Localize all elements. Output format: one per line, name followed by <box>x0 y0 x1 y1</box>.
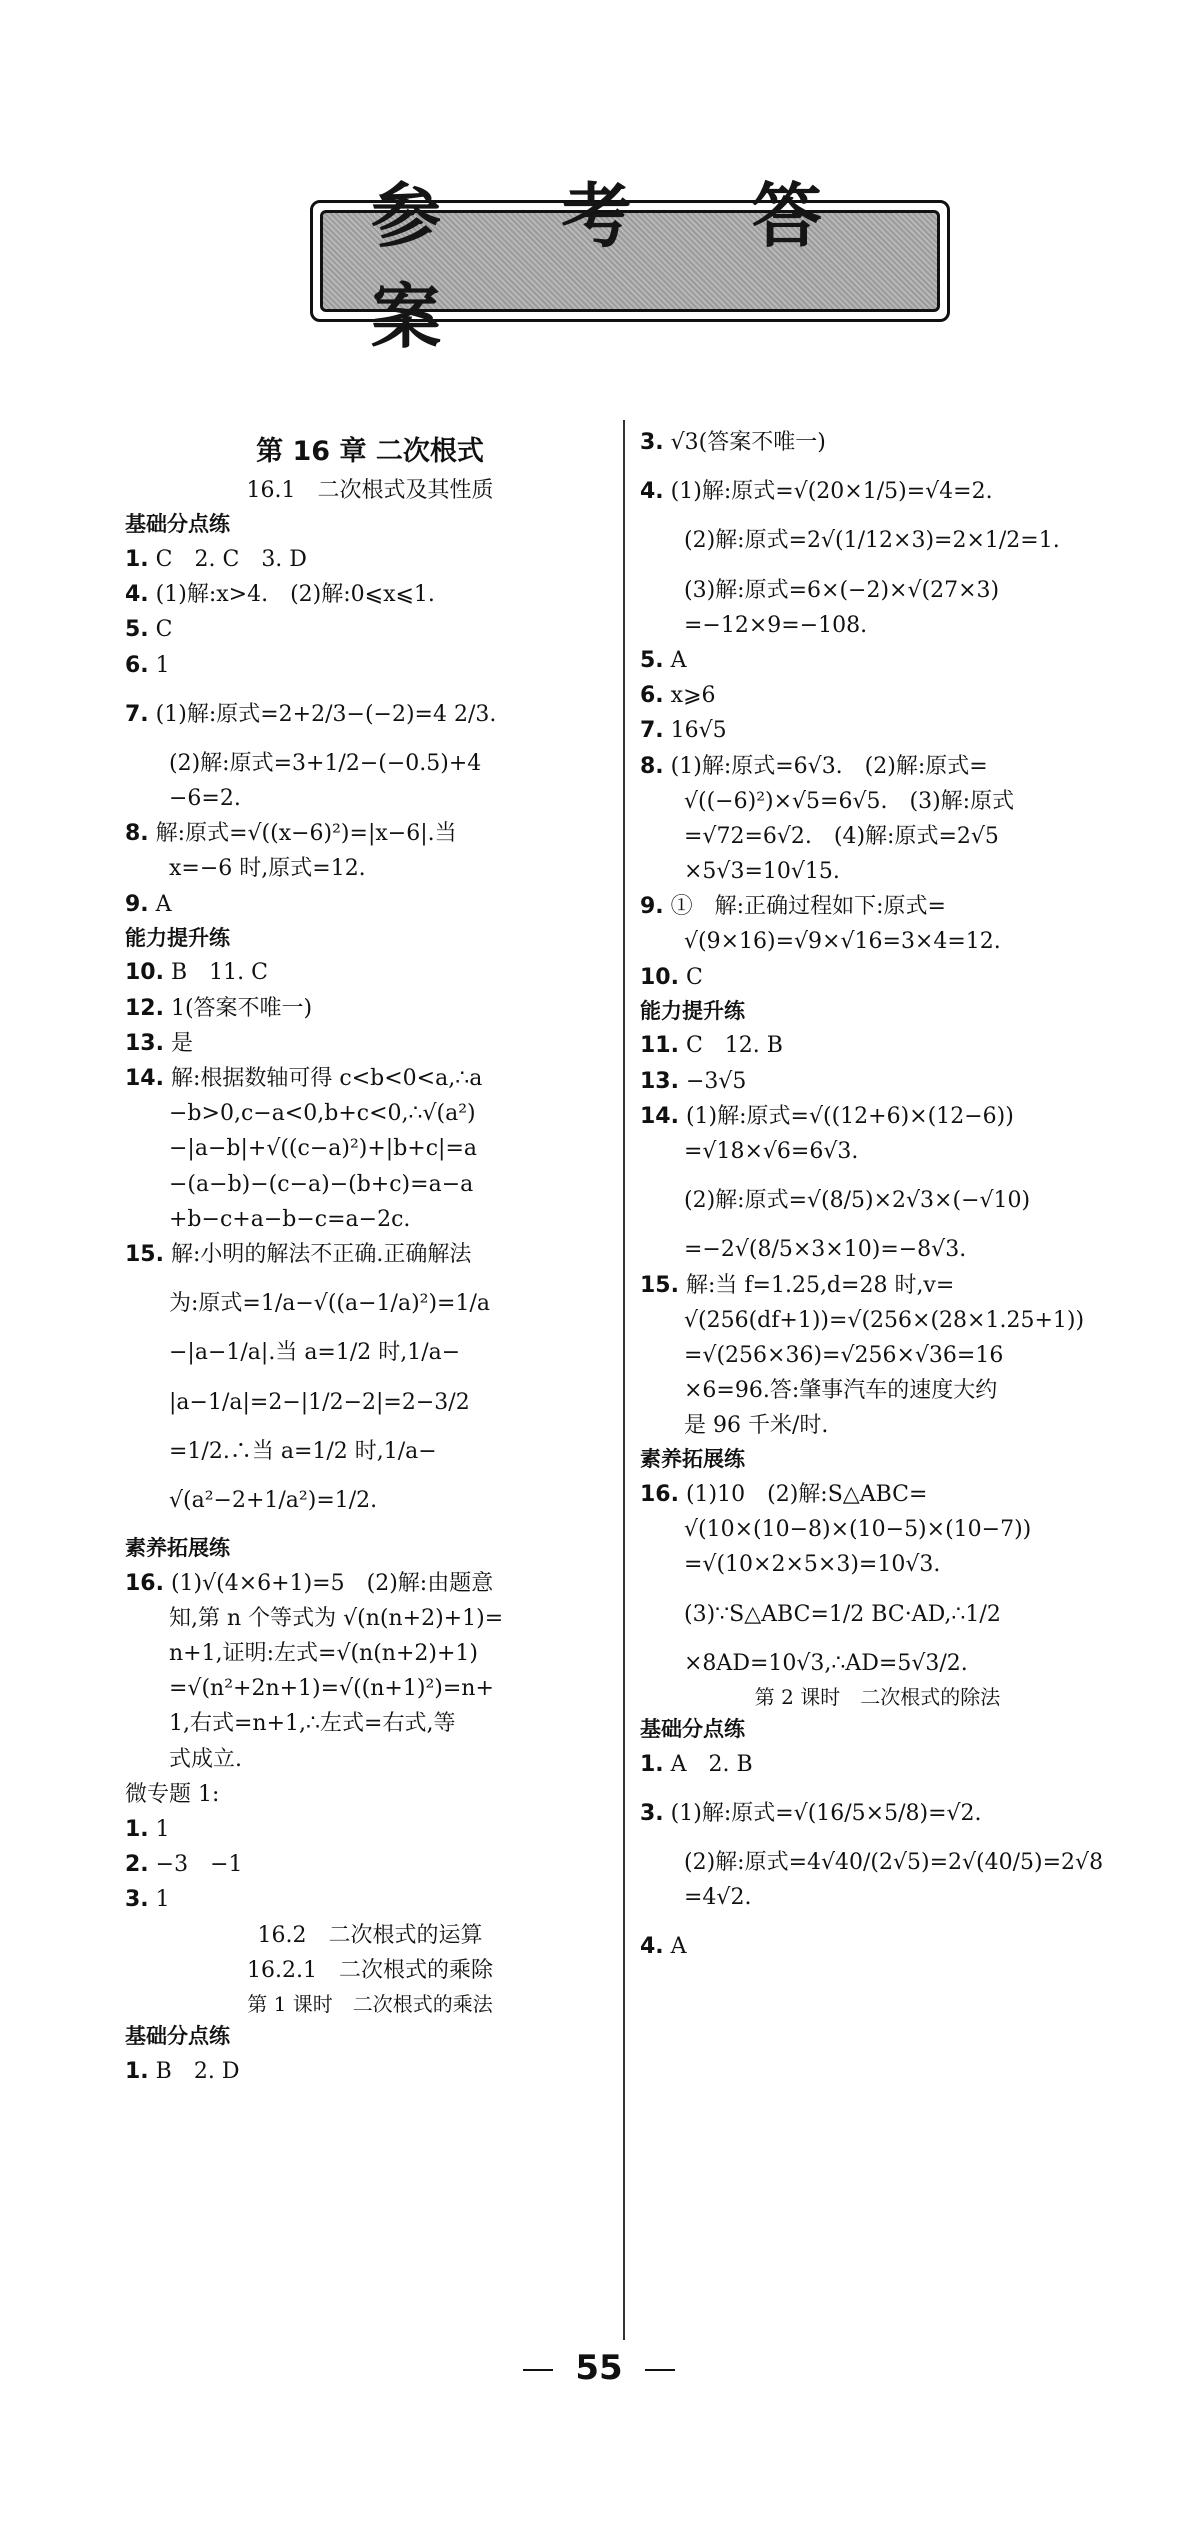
answer-line <box>125 1237 615 1272</box>
answer-text: −3 −1 <box>148 1852 243 1878</box>
spacer <box>640 1782 1115 1796</box>
question-number: 6. <box>125 652 149 678</box>
answer-text: 解:根据数轴可得 c<b<0<a,∴a <box>163 1066 483 1091</box>
answer-text: 1 <box>148 652 170 678</box>
answer-text: (1)√(4×6+1)=5 (2)解:由题意 <box>163 1570 494 1596</box>
footer-dash-right <box>645 2369 675 2371</box>
answer-text: A <box>148 891 172 917</box>
question-number: 5. <box>640 647 664 673</box>
answer-text: 解:原式=√((x−6)²)=|x−6|.当 <box>148 821 457 847</box>
question-number: 1. <box>125 2058 149 2084</box>
question-number: 9. <box>125 891 149 917</box>
answer-continuation: |a−1/a|=2−|1/2−2|=2−3/2 <box>169 1389 470 1415</box>
answer-continuation: (2)解:原式=3+1/2−(−0.5)+4 <box>169 750 482 776</box>
question-number: 12. <box>125 995 164 1021</box>
answer-continuation: √(10×(10−8)×(10−5)×(10−7)) <box>684 1517 1032 1543</box>
question-number: 15. <box>640 1272 679 1298</box>
spacer <box>125 683 615 697</box>
question-number: 11. <box>640 1033 679 1059</box>
question-number: 9. <box>640 894 664 920</box>
section-heading: 16.1 二次根式及其性质 <box>246 478 494 504</box>
answer-continuation: (3)∵S△ABC=1/2 BC·AD,∴1/2 <box>684 1601 1001 1627</box>
exercise-group-heading: 素养拓展练 <box>640 1447 745 1472</box>
answer-text: (1)10 (2)解:S△ABC= <box>678 1482 928 1508</box>
answer-continuation: −6=2. <box>169 786 241 812</box>
chapter-heading: 第 16 章 二次根式 <box>256 436 484 467</box>
exercise-group-heading: 基础分点练 <box>640 1717 745 1741</box>
answer-line <box>125 1566 615 1601</box>
answer-line <box>125 1026 615 1061</box>
answer-text: (1)解:x>4. (2)解:0⩽x⩽1. <box>148 582 435 608</box>
answer-text: B 11. C <box>163 960 268 986</box>
answer-text: 1 <box>148 1887 170 1913</box>
spacer <box>640 1915 1115 1929</box>
answer-continuation: x=−6 时,原式=12. <box>169 856 366 882</box>
answer-text: C <box>678 964 703 990</box>
question-number: 13. <box>640 1068 679 1094</box>
answer-line <box>125 1847 615 1882</box>
answer-line <box>125 2054 615 2089</box>
spacer <box>125 1272 615 1286</box>
question-number: 4. <box>640 479 664 505</box>
question-number: 3. <box>640 430 664 455</box>
answer-line <box>640 474 1115 509</box>
question-number: 14. <box>125 1066 164 1091</box>
answer-text: 是 <box>163 1030 193 1056</box>
answer-text: (1)解:原式=6√3. (2)解:原式= <box>663 753 988 779</box>
answer-line <box>640 1028 1115 1063</box>
answer-text: 16√5 <box>663 718 727 744</box>
answer-line <box>125 577 615 612</box>
question-number: 1. <box>640 1751 664 1777</box>
answer-line <box>125 612 615 647</box>
question-number: 10. <box>125 960 164 986</box>
answer-text: 1(答案不唯一) <box>163 995 313 1021</box>
spacer <box>640 1218 1115 1232</box>
answer-text: A 2. B <box>663 1751 753 1777</box>
question-number: 3. <box>640 1800 664 1826</box>
answer-text: (1)解:原式=√(16/5×5/8)=√2. <box>663 1800 982 1826</box>
answer-line <box>640 749 1115 784</box>
answer-continuation: =√(n²+2n+1)=√((n+1)²)=n+ <box>169 1676 494 1702</box>
spacer <box>640 509 1115 523</box>
spacer <box>640 1583 1115 1597</box>
answer-line <box>640 643 1115 678</box>
title-panel <box>320 175 940 358</box>
answer-line <box>125 648 615 683</box>
spacer <box>640 1831 1115 1845</box>
spacer <box>125 732 615 746</box>
answer-continuation: √(9×16)=√9×√16=3×4=12. <box>684 929 1001 955</box>
answer-continuation: +b−c+a−b−c=a−2c. <box>169 1206 411 1232</box>
answer-line <box>125 1061 615 1096</box>
section-heading: 16.2 二次根式的运算 <box>257 1922 483 1948</box>
answer-line <box>640 1064 1115 1099</box>
answer-continuation: −|a−b|+√((c−a)²)+|b+c|=a <box>169 1136 478 1162</box>
answer-continuation: =√(256×36)=√256×√36=16 <box>684 1342 1004 1368</box>
answer-continuation: =−12×9=−108. <box>684 612 868 638</box>
page-title: 参 考 答 案 <box>371 175 870 358</box>
exercise-group-heading: 能力提升练 <box>125 925 230 950</box>
answer-text: C 12. B <box>678 1033 783 1059</box>
question-number: 15. <box>125 1241 164 1267</box>
exercise-group-heading: 基础分点练 <box>125 512 230 537</box>
answer-continuation: ×5√3=10√15. <box>684 859 840 885</box>
answer-line <box>640 425 1115 460</box>
answer-line <box>640 1099 1115 1134</box>
answer-continuation: =√18×√6=6√3. <box>684 1138 859 1164</box>
question-number: 13. <box>125 1030 164 1056</box>
answer-text: C 2. C 3. D <box>148 546 307 572</box>
answer-continuation: =√72=6√2. (4)解:原式=2√5 <box>684 823 999 849</box>
answer-line <box>640 1929 1115 1964</box>
answer-line <box>640 713 1115 748</box>
answer-text: −3√5 <box>678 1068 747 1094</box>
spacer <box>640 559 1115 573</box>
right-column <box>640 425 1115 1965</box>
answer-continuation: √(256(df+1))=√(256×(28×1.25+1)) <box>684 1307 1085 1333</box>
answer-line <box>125 816 615 851</box>
answer-text: 1 <box>148 1816 170 1842</box>
answer-line <box>640 1796 1115 1831</box>
answer-line <box>640 1477 1115 1512</box>
topic-label: 微专题 1: <box>125 1781 220 1807</box>
question-number: 5. <box>125 617 149 643</box>
question-number: 1. <box>125 1816 149 1842</box>
answer-text: A <box>663 647 687 673</box>
question-number: 16. <box>125 1570 164 1596</box>
question-number: 16. <box>640 1482 679 1508</box>
answer-text: 解:当 f=1.25,d=28 时,v= <box>678 1272 955 1298</box>
spacer <box>125 1518 615 1532</box>
answer-text: x⩾6 <box>663 683 716 709</box>
answer-continuation: =1/2.∴当 a=1/2 时,1/a− <box>169 1438 437 1464</box>
answer-continuation: (2)解:原式=√(8/5)×2√3×(−√10) <box>684 1188 1031 1214</box>
answer-line <box>640 678 1115 713</box>
answer-continuation: ×6=96.答:肇事汽车的速度大约 <box>684 1378 998 1404</box>
spacer <box>125 1469 615 1483</box>
question-number: 4. <box>640 1934 664 1960</box>
answer-text: A <box>663 1934 687 1960</box>
lesson-heading: 第 1 课时 二次根式的乘法 <box>247 1991 493 2016</box>
answer-text: (1)解:原式=√((12+6)×(12−6)) <box>678 1103 1014 1129</box>
page-number-footer <box>0 2348 1198 2388</box>
exercise-group-heading: 基础分点练 <box>125 2023 230 2048</box>
lesson-heading: 第 2 课时 二次根式的除法 <box>754 1685 1001 1709</box>
spacer <box>125 1321 615 1335</box>
answer-text: C <box>148 617 173 643</box>
exercise-group-heading: 素养拓展练 <box>125 1536 230 1561</box>
answer-continuation: 式成立. <box>169 1746 242 1772</box>
answer-continuation: √(a²−2+1/a²)=1/2. <box>169 1487 378 1513</box>
page-number: 55 <box>575 2348 623 2388</box>
question-number: 8. <box>640 753 664 779</box>
answer-line <box>640 960 1115 995</box>
question-number: 7. <box>125 701 149 727</box>
question-number: 14. <box>640 1103 679 1129</box>
title-box <box>310 175 950 358</box>
answer-continuation: 知,第 n 个等式为 √(n(n+2)+1)= <box>169 1605 504 1631</box>
answer-continuation: (3)解:原式=6×(−2)×√(27×3) <box>684 577 1000 603</box>
answer-continuation: −(a−b)−(c−a)−(b+c)=a−a <box>169 1171 474 1197</box>
answer-continuation: −|a−1/a|.当 a=1/2 时,1/a− <box>169 1340 461 1366</box>
answer-line <box>125 991 615 1026</box>
answer-continuation: (2)解:原式=4√40/(2√5)=2√(40/5)=2√8 <box>684 1849 1104 1875</box>
answer-line <box>125 697 615 732</box>
answer-continuation: (2)解:原式=2√(1/12×3)=2×1/2=1. <box>684 528 1060 554</box>
question-number: 2. <box>125 1852 149 1878</box>
answer-line <box>125 1812 615 1847</box>
question-number: 10. <box>640 964 679 990</box>
answer-line <box>640 1268 1115 1303</box>
answer-continuation: 为:原式=1/a−√((a−1/a)²)=1/a <box>169 1291 491 1317</box>
question-number: 6. <box>640 683 664 709</box>
answer-line <box>125 955 615 990</box>
question-number: 3. <box>125 1887 149 1913</box>
footer-dash-left <box>523 2369 553 2371</box>
spacer <box>125 1420 615 1434</box>
answer-continuation: ×8AD=10√3,∴AD=5√3/2. <box>684 1650 968 1676</box>
question-number: 7. <box>640 718 664 744</box>
answer-text: ① 解:正确过程如下:原式= <box>663 894 946 920</box>
spacer <box>125 1371 615 1385</box>
question-number: 4. <box>125 582 149 608</box>
answer-text: (1)解:原式=√(20×1/5)=√4=2. <box>663 479 993 505</box>
answer-line <box>125 542 615 577</box>
answer-line <box>125 1882 615 1917</box>
spacer <box>640 1169 1115 1183</box>
question-number: 1. <box>125 546 149 572</box>
answer-continuation: n+1,证明:左式=√(n(n+2)+1) <box>169 1641 478 1667</box>
question-number: 8. <box>125 821 149 847</box>
answer-continuation: −b>0,c−a<0,b+c<0,∴√(a²) <box>169 1101 476 1127</box>
left-column <box>125 425 615 2089</box>
answer-continuation: =−2√(8/5×3×10)=−8√3. <box>684 1237 967 1263</box>
section-heading: 16.2.1 二次根式的乘除 <box>247 1957 493 1983</box>
answer-continuation: =4√2. <box>684 1885 752 1911</box>
spacer <box>640 1632 1115 1646</box>
exercise-group-heading: 能力提升练 <box>640 998 745 1023</box>
spacer <box>640 460 1115 474</box>
answer-line <box>640 1747 1115 1782</box>
answer-text: (1)解:原式=2+2/3−(−2)=4 2/3. <box>148 701 497 727</box>
answer-text: B 2. D <box>148 2058 240 2084</box>
answer-continuation: 1,右式=n+1,∴左式=右式,等 <box>169 1711 456 1737</box>
answer-line <box>640 889 1115 924</box>
answer-continuation: √((−6)²)×√5=6√5. (3)解:原式 <box>684 788 1015 814</box>
answer-line <box>125 887 615 922</box>
answer-text: 解:小明的解法不正确.正确解法 <box>163 1241 472 1267</box>
column-divider <box>623 420 625 2340</box>
answer-text: √3(答案不唯一) <box>663 430 826 455</box>
answer-continuation: 是 96 千米/时. <box>684 1413 829 1439</box>
answer-continuation: =√(10×2×5×3)=10√3. <box>684 1552 941 1578</box>
